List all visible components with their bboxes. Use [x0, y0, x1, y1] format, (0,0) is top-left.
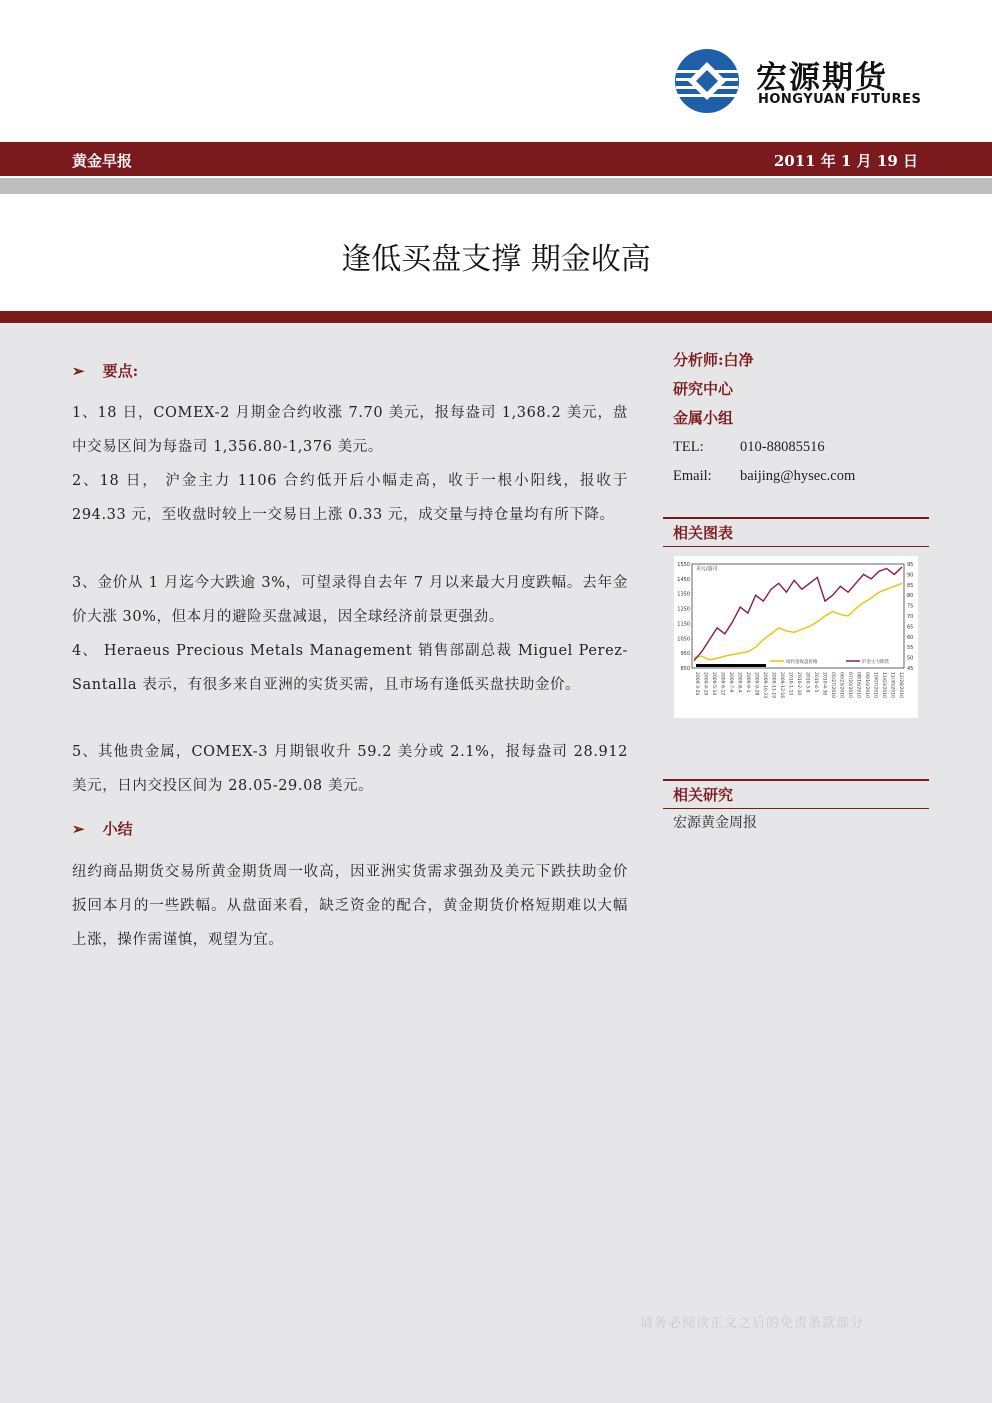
x-tick-label: 2010-4-30: [821, 672, 827, 696]
x-tick-label: 2009-11-19: [770, 672, 776, 699]
arrow-bullet-icon: ➢: [72, 362, 85, 380]
y-right-tick-label: 50: [907, 655, 914, 662]
point-3: 3、金价从 1 月迄今大跌逾 3%，可望录得自去年 7 月以来最大月度跌幅。去年金价大涨 30%，但本月的避险买盘减退，因全球经济前景更强劲。: [72, 575, 628, 625]
y-left-tick-label: 1450: [677, 576, 690, 583]
company-logo: [674, 48, 922, 114]
point-2: 2、18 日， 沪金主力 1106 合约低开后小幅走高，收于一根小阳线，报收于 294.33 元，至收盘时较上一交易日上涨 0.33 元，成交量与持仓量均有所下降。: [72, 473, 628, 523]
hongyuan-emblem-icon: [674, 48, 740, 114]
y-axis-unit-label: 美元/盎司: [696, 566, 718, 572]
x-tick-label: 09/10/2010: [864, 672, 869, 698]
department: 研究中心: [673, 380, 734, 398]
y-right-tick-label: 55: [907, 645, 914, 652]
point-5: 5、其他贵金属，COMEX-3 月期银收升 59.2 美分或 2.1%，报每盎司 28.912 美元，日内交投区间为 28.05-29.08 美元。: [72, 744, 628, 794]
header-gray-rule: [0, 178, 992, 194]
x-tick-label: 08/16/2010: [855, 672, 861, 698]
x-tick-label: 2009-6-12: [719, 672, 725, 696]
email-label: Email:: [673, 468, 712, 484]
y-left-tick-label: 1550: [677, 562, 690, 568]
point-1: 1、18 日，COMEX-2 月期金合约收涨 7.70 美元，报每盎司 1,368.2 美元，盘中交易区间为每盎司 1,356.80-1,376 美元。: [72, 405, 628, 455]
x-tick-label: 2009-9-28: [753, 672, 759, 696]
x-tick-label: 2009-7-9: [728, 672, 733, 693]
x-tick-label: 11/30/2010: [889, 672, 895, 698]
x-tick-label: 2009-9-1: [745, 672, 750, 693]
y-left-tick-label: 950: [680, 651, 690, 658]
range-bar: [696, 664, 766, 667]
page-title: 逢低买盘支撑 期金收高: [341, 242, 651, 277]
x-tick-label: 11/03/2010: [881, 672, 886, 698]
tel-row: [673, 433, 933, 462]
y-left-tick-label: 1250: [677, 606, 690, 613]
x-tick-label: 2009-3-24: [694, 672, 699, 696]
x-tick-label: 2009-8-4: [736, 672, 742, 693]
chart-section-title: 相关图表: [673, 524, 734, 542]
legend-label: 沪金主力期货: [862, 660, 889, 665]
x-tick-label: 2010-2-10: [796, 672, 801, 696]
disclaimer-note: 请务必阅读正文之后的免责条款部分: [640, 1316, 865, 1331]
y-right-tick-label: 60: [907, 634, 914, 641]
research-section-title: 相关研究: [673, 786, 734, 804]
logo-english-name: HONGYUAN FUTURES: [758, 92, 922, 107]
y-right-tick-label: 45: [907, 666, 914, 672]
title-rule: [0, 311, 992, 323]
report-type: 黄金早报: [72, 152, 133, 170]
y-right-tick-label: 90: [907, 572, 914, 579]
research-section-header: [663, 779, 929, 809]
analyst-name: 分析师:白净: [673, 351, 754, 369]
x-tick-label: 06/23/2010: [838, 672, 844, 698]
points-heading: ➢ 要点:: [72, 362, 139, 380]
summary-text: 纽约商品期货交易所黄金期货周一收高，因亚洲实货需求强劲及美元下跌扶助金价扳回本月的一些跌幅。从盘面来看，缺乏资金的配合，黄金期货价格短期难以大幅上涨，操作需谨慎，观望为宜。: [72, 864, 628, 948]
x-tick-label: 2009-4-19: [702, 672, 708, 696]
series-line-2: [694, 567, 902, 661]
header-band: [0, 142, 992, 176]
y-right-tick-label: 80: [907, 593, 914, 600]
report-date: 2011 年 1 月 19 日: [773, 152, 918, 170]
y-left-tick-label: 1050: [677, 636, 690, 643]
email-value[interactable]: baijing@hysec.com: [740, 468, 856, 484]
x-tick-label: 2010-3-9: [804, 672, 810, 693]
x-tick-label: 2009-10-23: [762, 672, 767, 699]
x-tick-label: 12/28/2010: [898, 672, 903, 698]
y-left-tick-label: 1150: [677, 621, 690, 628]
arrow-bullet-icon: ➢: [72, 820, 85, 838]
analyst-info: [673, 346, 933, 491]
x-tick-label: 2010-1-13: [787, 672, 793, 696]
research-link[interactable]: 宏源黄金周报: [673, 815, 757, 831]
chart-section-header: [663, 517, 929, 547]
series-line-1: [694, 583, 902, 660]
x-tick-label: 10/07/2010: [872, 672, 878, 698]
y-right-tick-label: 75: [907, 603, 914, 610]
x-tick-label: 2009-12-16: [779, 672, 784, 699]
tel-label: TEL:: [673, 439, 704, 455]
y-right-tick-label: 70: [907, 614, 914, 620]
logo-chinese-name: 宏源期货: [756, 60, 888, 96]
tel-value: 010-88085516: [740, 439, 825, 455]
y-left-tick-label: 850: [680, 666, 690, 672]
y-left-tick-label: 1350: [677, 591, 690, 598]
plot-frame: [692, 564, 904, 668]
summary-heading: ➢ 小结: [72, 820, 133, 838]
y-right-tick-label: 95: [907, 562, 914, 568]
x-tick-label: 07/20/2010: [847, 672, 852, 698]
group: 金属小组: [673, 409, 734, 427]
x-tick-label: 05/27/2010: [830, 672, 835, 698]
x-tick-label: 2009-5-14: [711, 672, 716, 696]
gold-price-chart: [674, 556, 918, 718]
y-right-tick-label: 65: [907, 624, 914, 631]
x-tick-label: 2010-4-5: [813, 672, 818, 693]
point-4: 4、 Heraeus Precious Metals Management 销售部副总裁 Miguel Perez-Santalla 表示，有很多来自亚洲的实货买需，且市场有逢低买盘扶助金价。: [72, 643, 628, 693]
y-right-tick-label: 85: [907, 582, 914, 589]
legend-label: 纽约金收盘价格: [786, 660, 818, 665]
email-row: [673, 462, 933, 491]
chart-svg: [674, 556, 918, 718]
